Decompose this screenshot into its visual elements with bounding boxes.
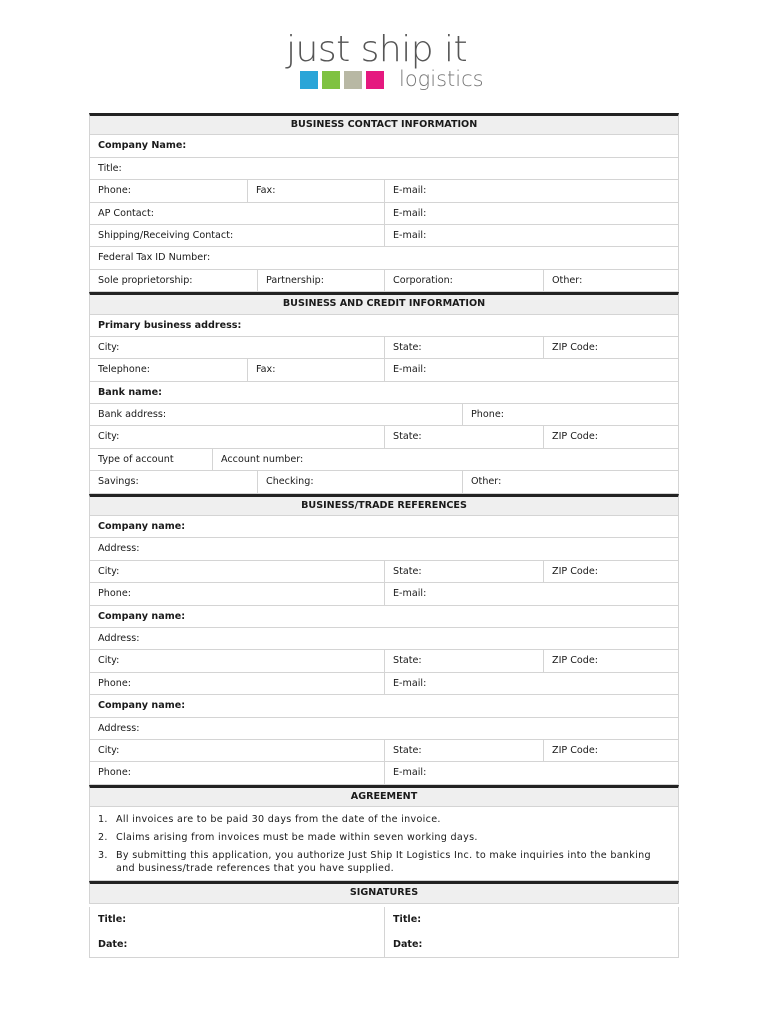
ref2-address-field[interactable]: Address: xyxy=(89,628,679,649)
primary-address-field[interactable]: Primary business address: xyxy=(89,315,679,336)
ref3-row-city xyxy=(89,740,679,762)
row-tax-id xyxy=(89,247,679,269)
ref1-zip-field[interactable]: ZIP Code: xyxy=(543,561,679,582)
ref1-company-name-field[interactable]: Company name: xyxy=(89,516,679,537)
ref1-row-city xyxy=(89,561,679,583)
row-primary-address xyxy=(89,315,679,337)
credit-email-field[interactable]: E-mail: xyxy=(384,359,679,380)
company-logo xyxy=(286,30,486,92)
row-company-name xyxy=(89,135,679,157)
agreement-item xyxy=(98,849,670,875)
row-ap-contact xyxy=(89,203,679,225)
title-field[interactable]: Title: xyxy=(89,158,679,179)
other-account-field[interactable]: Other: xyxy=(462,471,679,492)
ref2-row-phone xyxy=(89,673,679,695)
email-field[interactable]: E-mail: xyxy=(384,180,679,201)
ref3-row-company xyxy=(89,695,679,717)
bank-name-field[interactable]: Bank name: xyxy=(89,382,679,403)
other-entity-field[interactable]: Other: xyxy=(543,270,679,291)
ref2-row-address xyxy=(89,628,679,650)
section-header-contact: BUSINESS CONTACT INFORMATION xyxy=(89,113,679,135)
bank-zip-field[interactable]: ZIP Code: xyxy=(543,426,679,447)
ref2-zip-field[interactable]: ZIP Code: xyxy=(543,650,679,671)
ref1-address-field[interactable]: Address: xyxy=(89,538,679,559)
agreement-item-number: 1. xyxy=(98,814,108,826)
ref3-address-field[interactable]: Address: xyxy=(89,718,679,739)
logo-square-green xyxy=(322,71,340,89)
ref1-row-company xyxy=(89,516,679,538)
signature-title-left[interactable]: Title: xyxy=(89,907,384,932)
ref2-email-field[interactable]: E-mail: xyxy=(384,673,679,694)
logo-color-squares xyxy=(300,71,384,89)
ref2-row-company xyxy=(89,606,679,628)
section-header-credit: BUSINESS AND CREDIT INFORMATION xyxy=(89,292,679,314)
row-telephone xyxy=(89,359,679,381)
ref3-company-name-field[interactable]: Company name: xyxy=(89,695,679,716)
signature-title-row xyxy=(89,907,679,932)
agreement-list xyxy=(89,807,679,881)
credit-fax-field[interactable]: Fax: xyxy=(247,359,384,380)
signature-title-right[interactable]: Title: xyxy=(384,907,679,932)
ref1-email-field[interactable]: E-mail: xyxy=(384,583,679,604)
type-of-account-label: Type of account xyxy=(89,449,212,470)
signature-date-right[interactable]: Date: xyxy=(384,932,679,957)
city-field[interactable]: City: xyxy=(89,337,384,358)
zip-field[interactable]: ZIP Code: xyxy=(543,337,679,358)
bank-state-field[interactable]: State: xyxy=(384,426,543,447)
checking-field[interactable]: Checking: xyxy=(257,471,462,492)
state-field[interactable]: State: xyxy=(384,337,543,358)
signature-date-left[interactable]: Date: xyxy=(89,932,384,957)
agreement-item xyxy=(98,831,670,844)
application-form xyxy=(89,113,679,958)
logo-subtitle: logistics xyxy=(399,67,484,91)
row-city xyxy=(89,337,679,359)
ref1-state-field[interactable]: State: xyxy=(384,561,543,582)
bank-address-field[interactable]: Bank address: xyxy=(89,404,462,425)
row-bank-city xyxy=(89,426,679,448)
row-entity-type xyxy=(89,270,679,292)
agreement-item-text: By submitting this application, you authorize Just Ship It Logistics Inc. to make inquiries into the banking and business/trade references that you have supplied. xyxy=(116,850,651,875)
ref2-row-city xyxy=(89,650,679,672)
ref2-phone-field[interactable]: Phone: xyxy=(89,673,384,694)
ref3-row-phone xyxy=(89,762,679,784)
telephone-field[interactable]: Telephone: xyxy=(89,359,247,380)
savings-field[interactable]: Savings: xyxy=(89,471,257,492)
partnership-field[interactable]: Partnership: xyxy=(257,270,384,291)
tax-id-field[interactable]: Federal Tax ID Number: xyxy=(89,247,679,268)
shipping-email-field[interactable]: E-mail: xyxy=(384,225,679,246)
ref2-company-name-field[interactable]: Company name: xyxy=(89,606,679,627)
section-header-agreement: AGREEMENT xyxy=(89,785,679,807)
bank-city-field[interactable]: City: xyxy=(89,426,384,447)
ref3-city-field[interactable]: City: xyxy=(89,740,384,761)
phone-field[interactable]: Phone: xyxy=(89,180,247,201)
bank-phone-field[interactable]: Phone: xyxy=(462,404,679,425)
section-header-signatures: SIGNATURES xyxy=(89,881,679,903)
ap-email-field[interactable]: E-mail: xyxy=(384,203,679,224)
row-phone xyxy=(89,180,679,202)
row-account-kind xyxy=(89,471,679,493)
ref1-phone-field[interactable]: Phone: xyxy=(89,583,384,604)
logo-square-blue xyxy=(300,71,318,89)
ref1-row-phone xyxy=(89,583,679,605)
signatures-block xyxy=(89,907,679,958)
row-account-type xyxy=(89,449,679,471)
ref1-row-address xyxy=(89,538,679,560)
account-number-field[interactable]: Account number: xyxy=(212,449,679,470)
ref1-city-field[interactable]: City: xyxy=(89,561,384,582)
corporation-field[interactable]: Corporation: xyxy=(384,270,543,291)
agreement-item xyxy=(98,813,670,826)
row-title xyxy=(89,158,679,180)
ap-contact-field[interactable]: AP Contact: xyxy=(89,203,384,224)
signature-date-row xyxy=(89,932,679,957)
ref3-zip-field[interactable]: ZIP Code: xyxy=(543,740,679,761)
logo-title: just ship it xyxy=(286,29,468,70)
ref3-row-address xyxy=(89,718,679,740)
row-bank-address xyxy=(89,404,679,426)
ref3-state-field[interactable]: State: xyxy=(384,740,543,761)
ref3-email-field[interactable]: E-mail: xyxy=(384,762,679,783)
logo-square-pink xyxy=(366,71,384,89)
fax-field[interactable]: Fax: xyxy=(247,180,384,201)
agreement-item-number: 2. xyxy=(98,832,108,844)
ref3-phone-field[interactable]: Phone: xyxy=(89,762,384,783)
agreement-item-text: All invoices are to be paid 30 days from the date of the invoice. xyxy=(116,814,441,826)
shipping-contact-field[interactable]: Shipping/Receiving Contact: xyxy=(89,225,384,246)
ref2-state-field[interactable]: State: xyxy=(384,650,543,671)
logo-square-grey xyxy=(344,71,362,89)
ref2-city-field[interactable]: City: xyxy=(89,650,384,671)
company-name-field[interactable]: Company Name: xyxy=(89,135,679,156)
row-shipping-contact xyxy=(89,225,679,247)
section-header-references: BUSINESS/TRADE REFERENCES xyxy=(89,494,679,516)
sole-proprietorship-field[interactable]: Sole proprietorship: xyxy=(89,270,257,291)
row-bank-name xyxy=(89,382,679,404)
agreement-item-text: Claims arising from invoices must be made within seven working days. xyxy=(116,832,478,844)
agreement-item-number: 3. xyxy=(98,850,108,862)
